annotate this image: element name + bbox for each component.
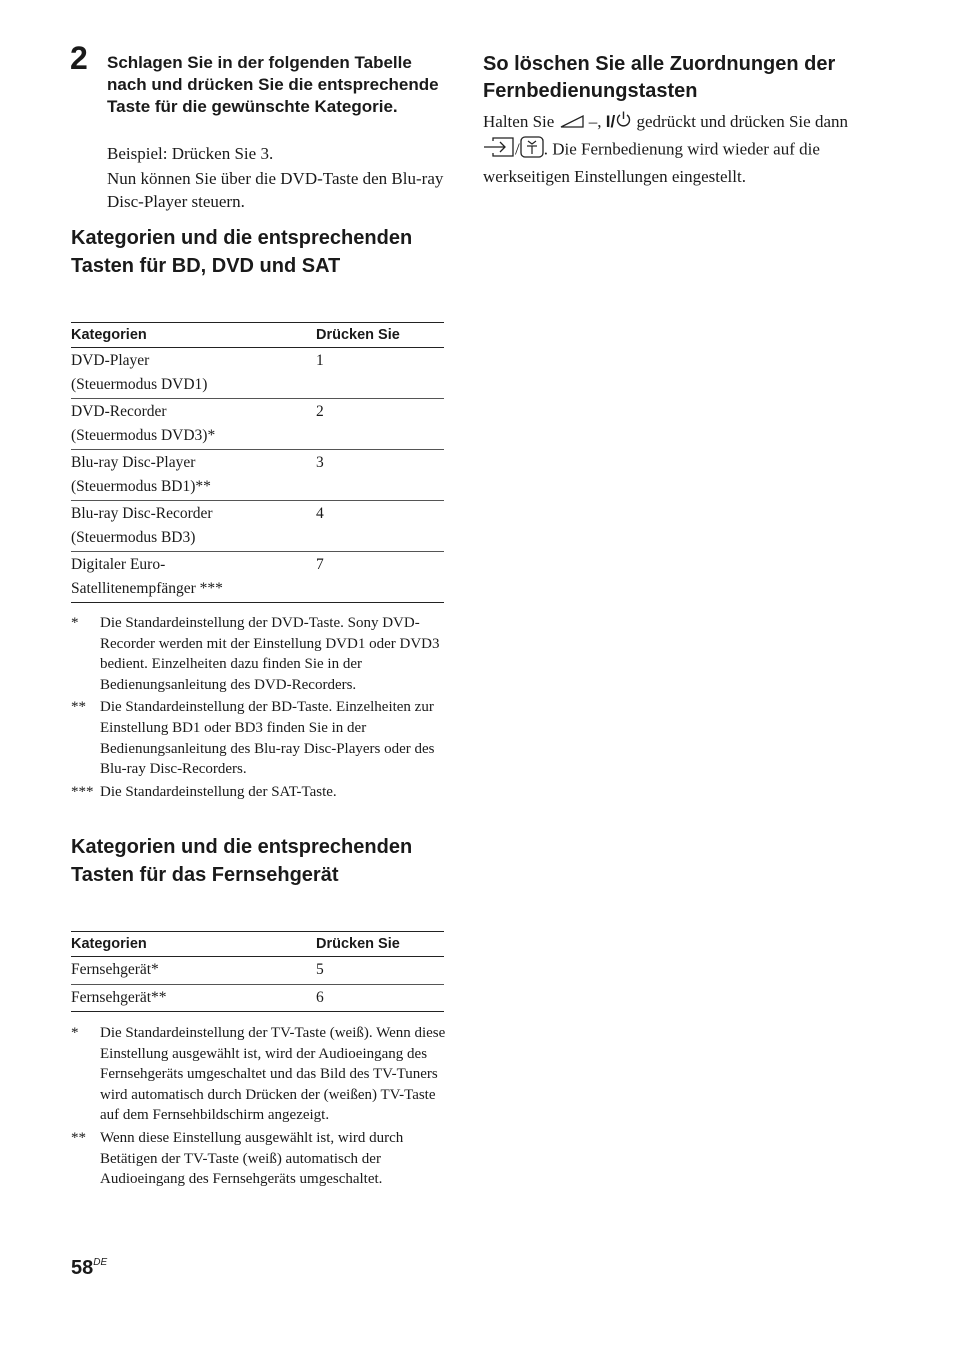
- category-cell: Fernsehgerät*: [71, 961, 159, 978]
- page-language-suffix: DE: [93, 1257, 108, 1268]
- key-cell: 5: [316, 961, 324, 978]
- category-cell: Fernsehgerät**: [71, 988, 167, 1006]
- input-select-icon: [483, 137, 515, 165]
- page-number: 58DE: [71, 1257, 108, 1279]
- category-cell: Digitaler Euro- Satellitenempfänger ***: [71, 556, 223, 597]
- table-row: [71, 399, 444, 450]
- section-heading-bd-dvd-sat: Kategorien und die entsprechenden Tasten für BD, DVD und SAT: [71, 227, 413, 277]
- section-heading-reset: So löschen Sie alle Zuordnungen der Fernbedienungstasten: [483, 53, 836, 102]
- section-heading-tv: Kategorien und die entsprechenden Tasten für das Fernsehgerät: [71, 836, 413, 886]
- footnote: [71, 1023, 446, 1126]
- footnote-text: Die Standardeinstellung der TV-Taste (weiß). Wenn diese Einstellung ausgewählt ist, wird der Audioeingang des Fernsehgeräts umgeschaltet und das Bild des TV-Tuners wird automatisch durch Drücken der (weißen) TV-Taste auf dem Fernsehbildschirm angezeigt.: [100, 1025, 446, 1124]
- footnote-text: Die Standardeinstellung der DVD-Taste. Sony DVD-Recorder werden mit der Einstellung DVD1 oder DVD3 bedient. Einzelheiten dazu finden Sie in der Bedienungsanleitung des DVD-Recorders.: [100, 615, 440, 693]
- key-cell: 2: [316, 403, 324, 420]
- footnote-mark: **: [71, 699, 86, 716]
- footnotes-bd-dvd-sat: [71, 613, 446, 804]
- footnote-mark: *: [71, 615, 79, 631]
- volume-icon: [559, 111, 585, 136]
- column-header-press: Drücken Sie: [316, 936, 400, 952]
- table-row: [71, 552, 444, 603]
- category-cell: DVD-Recorder (Steuermodus DVD3)*: [71, 403, 216, 444]
- tv-tuner-icon: [520, 136, 544, 166]
- step-heading: Schlagen Sie in der folgenden Tabelle nach und drücken Sie die entsprechende Taste für die gewünschte Kategorie.: [107, 53, 439, 116]
- key-cell: 3: [316, 454, 324, 471]
- footnotes-tv: [71, 1023, 446, 1192]
- step-result: Nun können Sie über die DVD-Taste den Blu-ray Disc-Player steuern.: [107, 169, 444, 211]
- step-example: Beispiel: Drücken Sie 3.: [107, 144, 274, 163]
- footnote-text: Die Standardeinstellung der SAT-Taste.: [100, 783, 337, 800]
- key-cell: 7: [316, 556, 324, 573]
- footnote-text: Wenn diese Einstellung ausgewählt ist, wird durch Betätigen der TV-Taste (weiß) automatisch der Audioeingang des Fernsehgeräts umgeschaltet.: [100, 1129, 404, 1188]
- table-row: [71, 984, 444, 1012]
- footnote: [71, 697, 446, 779]
- table-header-row: [71, 323, 444, 348]
- key-cell: 4: [316, 505, 324, 522]
- step-number: 2: [70, 40, 88, 76]
- table-row: [71, 450, 444, 501]
- footnote-mark: **: [71, 1129, 86, 1146]
- column-header-categories: Kategorien: [71, 936, 147, 952]
- key-cell: 6: [316, 988, 324, 1006]
- footnote: [71, 613, 446, 695]
- footnote-mark: *: [71, 1025, 79, 1041]
- footnote: [71, 1128, 446, 1190]
- table-row: [71, 348, 444, 399]
- category-table-tv: [71, 931, 444, 1012]
- table-row: [71, 957, 444, 985]
- table-row: [71, 501, 444, 552]
- column-header-press: Drücken Sie: [316, 327, 400, 343]
- footnote-mark: ***: [71, 783, 94, 800]
- category-table-bd-dvd-sat: [71, 322, 444, 603]
- category-cell: Blu-ray Disc-Recorder (Steuermodus BD3): [71, 505, 213, 546]
- footnote-text: Die Standardeinstellung der BD-Taste. Einzelheiten zur Einstellung BD1 oder BD3 finden Sie in der Bedienungsanleitung des Blu-ray Disc-Players oder des Blu-ray Disc-Recorders.: [100, 699, 435, 778]
- key-cell: 1: [316, 352, 324, 369]
- footnote: [71, 782, 446, 803]
- reset-instructions: Halten Sie –, I/ gedrückt und drücken Sie dann / . Die Fernbedienung wird wieder auf die werkseitigen Einstellungen eingestellt.: [483, 112, 848, 187]
- power-icon: [615, 110, 632, 136]
- category-cell: Blu-ray Disc-Player (Steuermodus BD1)**: [71, 454, 211, 495]
- category-cell: DVD-Player (Steuermodus DVD1): [71, 352, 208, 393]
- column-header-categories: Kategorien: [71, 327, 147, 343]
- table-header-row: [71, 932, 444, 957]
